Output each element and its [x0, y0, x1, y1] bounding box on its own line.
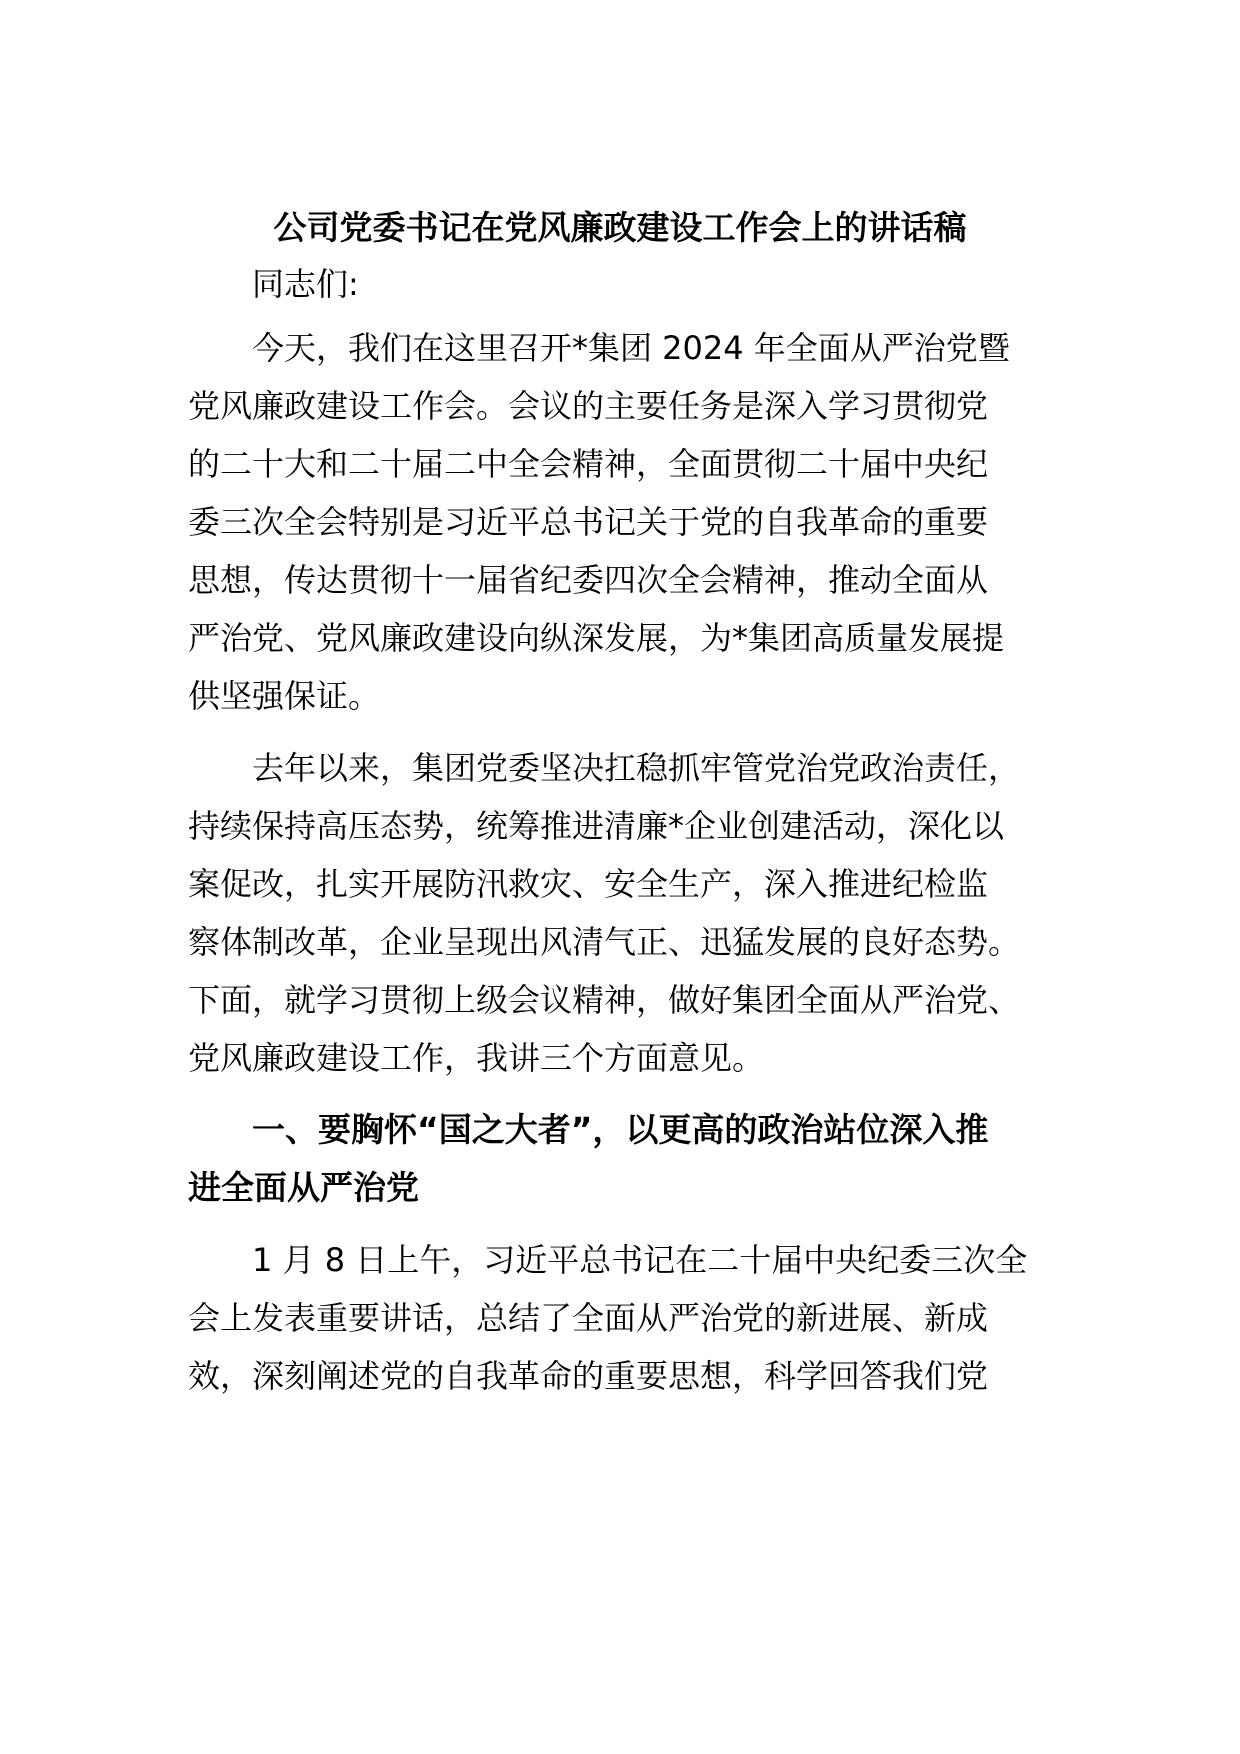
paragraph-1-line-6: 严治党、党风廉政建设向纵深发展，为*集团高质量发展提: [188, 619, 1005, 657]
paragraph-1-line-2: 党风廉政建设工作会。会议的主要任务是深入学习贯彻党: [188, 387, 989, 425]
paragraph-2-line-1: 去年以来，集团党委坚决扛稳抓牢管党治党政治责任，: [252, 749, 1021, 787]
paragraph-3-line-2: 会上发表重要讲话，总结了全面从严治党的新进展、新成: [188, 1299, 989, 1337]
paragraph-2-line-4: 察体制改革，企业呈现出风清气正、迅猛发展的良好态势。: [188, 923, 1021, 961]
document-title: 公司党委书记在党风廉政建设工作会上的讲话稿: [273, 208, 967, 247]
paragraph-1-line-1: 今天，我们在这里召开*集团 2024 年全面从严治党暨: [252, 329, 1010, 367]
paragraph-1-line-7: 供坚强保证。: [188, 677, 381, 715]
paragraph-2-line-3: 案促改，扎实开展防汛救灾、安全生产，深入推进纪检监: [188, 865, 989, 903]
paragraph-3-line-3: 效，深刻阐述党的自我革命的重要思想，科学回答我们党: [188, 1357, 989, 1395]
salutation: 同志们:: [252, 265, 359, 303]
paragraph-2-line-6: 党风廉政建设工作，我讲三个方面意见。: [188, 1039, 765, 1077]
section-heading-line-2: 进全面从严治党: [188, 1168, 419, 1207]
paragraph-1-line-5: 思想，传达贯彻十一届省纪委四次全会精神，推动全面从: [188, 561, 989, 599]
paragraph-1-line-3: 的二十大和二十届二中全会精神，全面贯彻二十届中央纪: [188, 445, 989, 483]
paragraph-1-line-4: 委三次全会特别是习近平总书记关于党的自我革命的重要: [188, 503, 989, 541]
paragraph-2-line-2: 持续保持高压态势，统筹推进清廉*企业创建活动，深化以: [188, 807, 1005, 845]
paragraph-3-line-1: 1 月 8 日上午，习近平总书记在二十届中央纪委三次全: [252, 1241, 1028, 1279]
section-heading-line-1: 一、要胸怀“国之大者”，以更高的政治站位深入推: [252, 1110, 989, 1149]
paragraph-2-line-5: 下面，就学习贯彻上级会议精神，做好集团全面从严治党、: [188, 981, 1021, 1019]
